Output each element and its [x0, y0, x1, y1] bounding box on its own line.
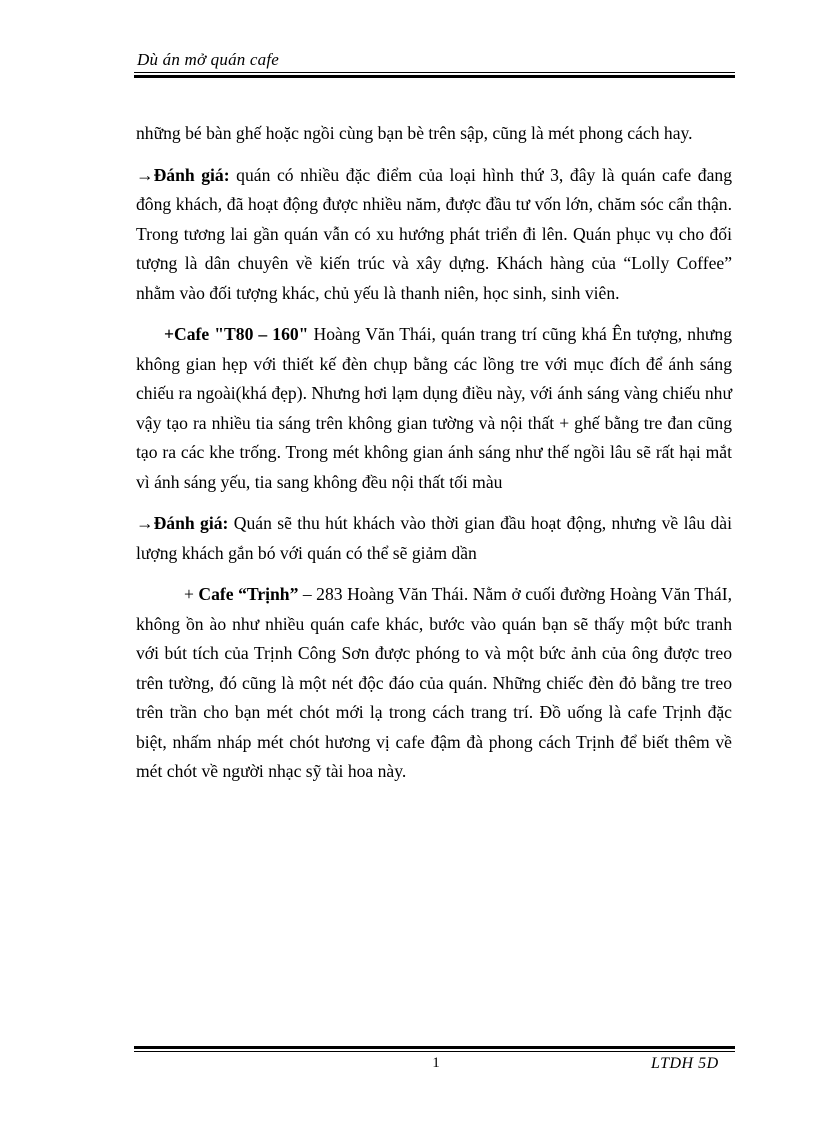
paragraph-4-text: Quán sẽ thu hút khách vào thời gian đầu hoạt động, nhưng về lâu dài lượng khách gắn bó với quán có thể sẽ giảm dần	[136, 513, 732, 563]
footer-rule-thin	[134, 1051, 735, 1052]
paragraph-4	[136, 509, 732, 568]
header-rule-thick	[134, 75, 735, 78]
page-number: 1	[432, 1055, 440, 1071]
plus-marker: +	[164, 324, 175, 344]
paragraph-2	[136, 161, 732, 309]
plus-marker: +	[184, 584, 199, 604]
paragraph-1: những bé bàn ghế hoặc ngồi cùng bạn bè trên sập, cũng là mét phong cách hay.	[136, 123, 693, 143]
header-rule	[134, 72, 735, 78]
footer-rule	[134, 1046, 735, 1052]
header-rule-thin	[134, 72, 735, 73]
assessment-label: Đánh giá:	[153, 513, 229, 533]
paragraph-5-text: – 283 Hoàng Văn Thái. Nằm ở cuối đường Hoàng Văn TháI, không ồn ào như nhiều quán cafe khác, bước vào quán bạn sẽ thấy một bức tranh với bút tích của Trịnh Công Sơn được phóng to và một bức ảnh của ông được treo trên tường, đó cũng là một nét độc đáo của quán. Những chiếc đèn đỏ bằng tre treo trên trần cho bạn mét chót mới lạ trong cách trang trí. Đồ uống là cafe Trịnh đặc biệt, nhấm nháp mét chót hương vị cafe đậm đà phong cách Trịnh để biết thêm về mét chót về người nhạc sỹ tài hoa này.	[136, 584, 732, 781]
footer-class-code: LTDH 5D	[651, 1055, 719, 1072]
cafe-name-trinh: Cafe “Trịnh”	[198, 584, 299, 604]
cafe-name-t80: Cafe "T80 – 160"	[174, 324, 309, 344]
arrow-icon: →	[136, 513, 154, 533]
assessment-label: Đánh giá:	[153, 164, 230, 185]
footer-rule-thick	[134, 1046, 735, 1049]
paragraph-3	[136, 320, 732, 497]
header-title: Dù án mở quán cafe	[137, 50, 280, 69]
document-body	[136, 119, 732, 787]
paragraph-2-text: quán có nhiều đặc điểm của loại hình thứ 3, đây là quán cafe đang đông khách, đã hoạt động được nhiều năm, được đầu tư vốn lớn, chăm sóc cẩn thận. Trong tương lai gần quán vẫn có xu hướng phát triển đi lên. Quán phục vụ cho đối tượng là dân chuyên về kiến trúc và xây dựng. Khách hàng của “Lolly Coffee” nhằm vào đối tượng khác, chủ yếu là thanh niên, học sinh, sinh viên.	[136, 164, 732, 303]
paragraph-3-text: Hoàng Văn Thái, quán trang trí cũng khá Ên tượng, nhưng không gian hẹp với thiết kế đèn chụp bằng các lồng tre với mục đích để ánh sáng chiếu ra ngoài(khá đẹp). Nhưng hơi lạm dụng điều này, với ánh sáng vàng chiếu như vậy tạo ra nhiều tia sáng trên không gian tường và nội thất + ghế bằng tre đan cũng tạo ra các khe trống. Trong mét không gian ánh sáng như thế ngồi lâu sẽ rất hại mắt vì ánh sáng yếu, tia sang không đều nội thất tối màu	[136, 324, 732, 492]
arrow-icon: →	[136, 164, 154, 185]
paragraph-5	[136, 580, 732, 787]
